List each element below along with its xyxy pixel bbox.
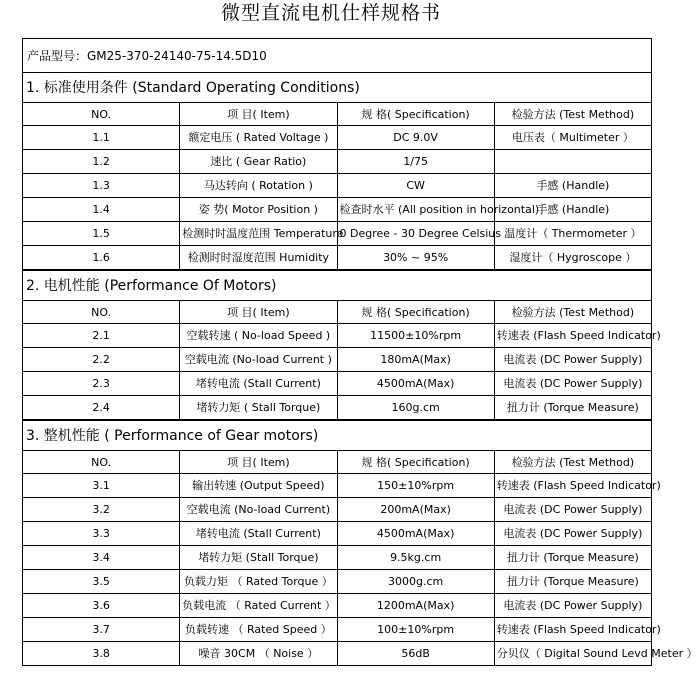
cell-spec: 160g.cm bbox=[337, 396, 494, 421]
table-row bbox=[23, 618, 652, 642]
cell-no: 1.2 bbox=[23, 150, 180, 174]
cell-no: 3.5 bbox=[23, 570, 180, 594]
section-heading-row bbox=[23, 270, 652, 301]
column-header-row bbox=[23, 301, 652, 324]
cell-spec: 200mA(Max) bbox=[337, 498, 494, 522]
table-row bbox=[23, 570, 652, 594]
cell-method: 电流表 (DC Power Supply) bbox=[494, 522, 651, 546]
table-row bbox=[23, 246, 652, 271]
model-row bbox=[23, 39, 652, 73]
cell-spec: 100±10%rpm bbox=[337, 618, 494, 642]
column-header-spec: 规 格( Specification) bbox=[337, 451, 494, 474]
column-header-no: NO. bbox=[23, 451, 180, 474]
column-header-item: 项 目( Item) bbox=[180, 451, 337, 474]
cell-item: 堵转电流 (Stall Current) bbox=[180, 372, 337, 396]
table-row bbox=[23, 348, 652, 372]
cell-no: 2.4 bbox=[23, 396, 180, 421]
column-header-item: 项 目( Item) bbox=[180, 103, 337, 126]
table-row bbox=[23, 546, 652, 570]
cell-item: 堵转力矩 (Stall Torque) bbox=[180, 546, 337, 570]
cell-spec: 1/75 bbox=[337, 150, 494, 174]
cell-item: 噪音 30CM （ Noise ） bbox=[180, 642, 337, 666]
document-title: 微型直流电机仕样规格书 bbox=[220, 2, 441, 24]
cell-no: 1.6 bbox=[23, 246, 180, 271]
spec-table-body bbox=[23, 39, 698, 666]
cell-no: 1.4 bbox=[23, 198, 180, 222]
cell-item: 姿 势( Motor Position ) bbox=[180, 198, 337, 222]
cell-method: 电流表 (DC Power Supply) bbox=[494, 594, 651, 618]
table-row bbox=[23, 198, 652, 222]
cell-no: 3.8 bbox=[23, 642, 180, 666]
table-row bbox=[23, 222, 652, 246]
section-heading: 3. 整机性能 ( Performance of Gear motors) bbox=[23, 420, 652, 451]
table-row bbox=[23, 372, 652, 396]
cell-item: 负载力矩 （ Rated Torque ） bbox=[180, 570, 337, 594]
column-header-item: 项 目( Item) bbox=[180, 301, 337, 324]
cell-no: 2.3 bbox=[23, 372, 180, 396]
cell-item: 速比 ( Gear Ratio) bbox=[180, 150, 337, 174]
cell-spec: 3000g.cm bbox=[337, 570, 494, 594]
table-row bbox=[23, 522, 652, 546]
cell-item: 检测时时湿度范围 Humidity bbox=[180, 246, 337, 271]
product-model: 产品型号：GM25-370-24140-75-14.5D10 bbox=[23, 39, 652, 73]
cell-method: 手感 (Handle) bbox=[494, 174, 651, 198]
cell-method: 手感 (Handle) bbox=[494, 198, 651, 222]
cell-method: 转速表 (Flash Speed Indicator) bbox=[494, 474, 651, 498]
cell-no: 1.3 bbox=[23, 174, 180, 198]
cell-method bbox=[494, 150, 651, 174]
table-row bbox=[23, 174, 652, 198]
cell-method: 扭力计 (Torque Measure) bbox=[494, 570, 651, 594]
cell-item: 马达转向 ( Rotation ) bbox=[180, 174, 337, 198]
cell-method: 湿度计（ Hygroscope ） bbox=[494, 246, 651, 271]
cell-item: 负载转速 （ Rated Speed ） bbox=[180, 618, 337, 642]
cell-no: 3.2 bbox=[23, 498, 180, 522]
cell-method: 转速表 (Flash Speed Indicator) bbox=[494, 324, 651, 348]
cell-spec: 4500mA(Max) bbox=[337, 372, 494, 396]
cell-no: 3.3 bbox=[23, 522, 180, 546]
table-row bbox=[23, 324, 652, 348]
cell-method: 电流表 (DC Power Supply) bbox=[494, 498, 651, 522]
cell-method: 扭力计 (Torque Measure) bbox=[494, 546, 651, 570]
cell-spec: 180mA(Max) bbox=[337, 348, 494, 372]
cell-no: 3.7 bbox=[23, 618, 180, 642]
cell-spec: 11500±10%rpm bbox=[337, 324, 494, 348]
cell-spec: 4500mA(Max) bbox=[337, 522, 494, 546]
table-row bbox=[23, 594, 652, 618]
column-header-no: NO. bbox=[23, 103, 180, 126]
table-row bbox=[23, 474, 652, 498]
cell-item: 空载转速 ( No-load Speed ) bbox=[180, 324, 337, 348]
column-header-method: 检验方法 (Test Method) bbox=[494, 301, 651, 324]
cell-method: 扭力计 (Torque Measure) bbox=[494, 396, 651, 421]
spec-table bbox=[22, 38, 698, 666]
table-row bbox=[23, 642, 652, 666]
cell-spec: 1200mA(Max) bbox=[337, 594, 494, 618]
section-heading-row bbox=[23, 420, 652, 451]
cell-spec: 30% ~ 95% bbox=[337, 246, 494, 271]
cell-no: 1.5 bbox=[23, 222, 180, 246]
cell-spec: 150±10%rpm bbox=[337, 474, 494, 498]
cell-no: 3.4 bbox=[23, 546, 180, 570]
column-header-spec: 规 格( Specification) bbox=[337, 301, 494, 324]
cell-spec: CW bbox=[337, 174, 494, 198]
cell-no: 2.2 bbox=[23, 348, 180, 372]
cell-item: 负载电流 （ Rated Current ） bbox=[180, 594, 337, 618]
cell-spec: 56dB bbox=[337, 642, 494, 666]
column-header-method: 检验方法 (Test Method) bbox=[494, 451, 651, 474]
table-row bbox=[23, 126, 652, 150]
cell-spec: 检查时水平 (All position in horizontal) bbox=[337, 198, 494, 222]
cell-no: 2.1 bbox=[23, 324, 180, 348]
cell-no: 3.6 bbox=[23, 594, 180, 618]
cell-item: 额定电压 ( Rated Voltage ) bbox=[180, 126, 337, 150]
column-header-spec: 规 格( Specification) bbox=[337, 103, 494, 126]
cell-method: 电压表（ Multimeter ） bbox=[494, 126, 651, 150]
cell-method: 转速表 (Flash Speed Indicator) bbox=[494, 618, 651, 642]
cell-method: 温度计（ Thermometer ） bbox=[494, 222, 651, 246]
cell-item: 堵转力矩 ( Stall Torque) bbox=[180, 396, 337, 421]
section-heading: 1. 标准使用条件 (Standard Operating Conditions) bbox=[23, 73, 652, 103]
cell-spec: 9.5kg.cm bbox=[337, 546, 494, 570]
column-header-no: NO. bbox=[23, 301, 180, 324]
column-header-row bbox=[23, 451, 652, 474]
cell-item: 空载电流 (No-load Current ) bbox=[180, 348, 337, 372]
column-header-row bbox=[23, 103, 652, 126]
cell-item: 空载电流 (No-load Current) bbox=[180, 498, 337, 522]
cell-item: 堵转电流 (Stall Current) bbox=[180, 522, 337, 546]
cell-method: 分贝仪（ Digital Sound Levd Meter ） bbox=[494, 642, 651, 666]
cell-no: 3.1 bbox=[23, 474, 180, 498]
section-heading: 2. 电机性能 (Performance Of Motors) bbox=[23, 270, 652, 301]
table-row bbox=[23, 396, 652, 421]
cell-spec: 0 Degree - 30 Degree Celsius bbox=[337, 222, 494, 246]
section-heading-row bbox=[23, 73, 652, 103]
cell-method: 电流表 (DC Power Supply) bbox=[494, 372, 651, 396]
cell-method: 电流表 (DC Power Supply) bbox=[494, 348, 651, 372]
table-row bbox=[23, 150, 652, 174]
cell-spec: DC 9.0V bbox=[337, 126, 494, 150]
cell-item: 输出转速 (Output Speed) bbox=[180, 474, 337, 498]
cell-no: 1.1 bbox=[23, 126, 180, 150]
cell-item: 检测时时温度范围 Temperature bbox=[180, 222, 337, 246]
column-header-method: 检验方法 (Test Method) bbox=[494, 103, 651, 126]
table-row bbox=[23, 498, 652, 522]
